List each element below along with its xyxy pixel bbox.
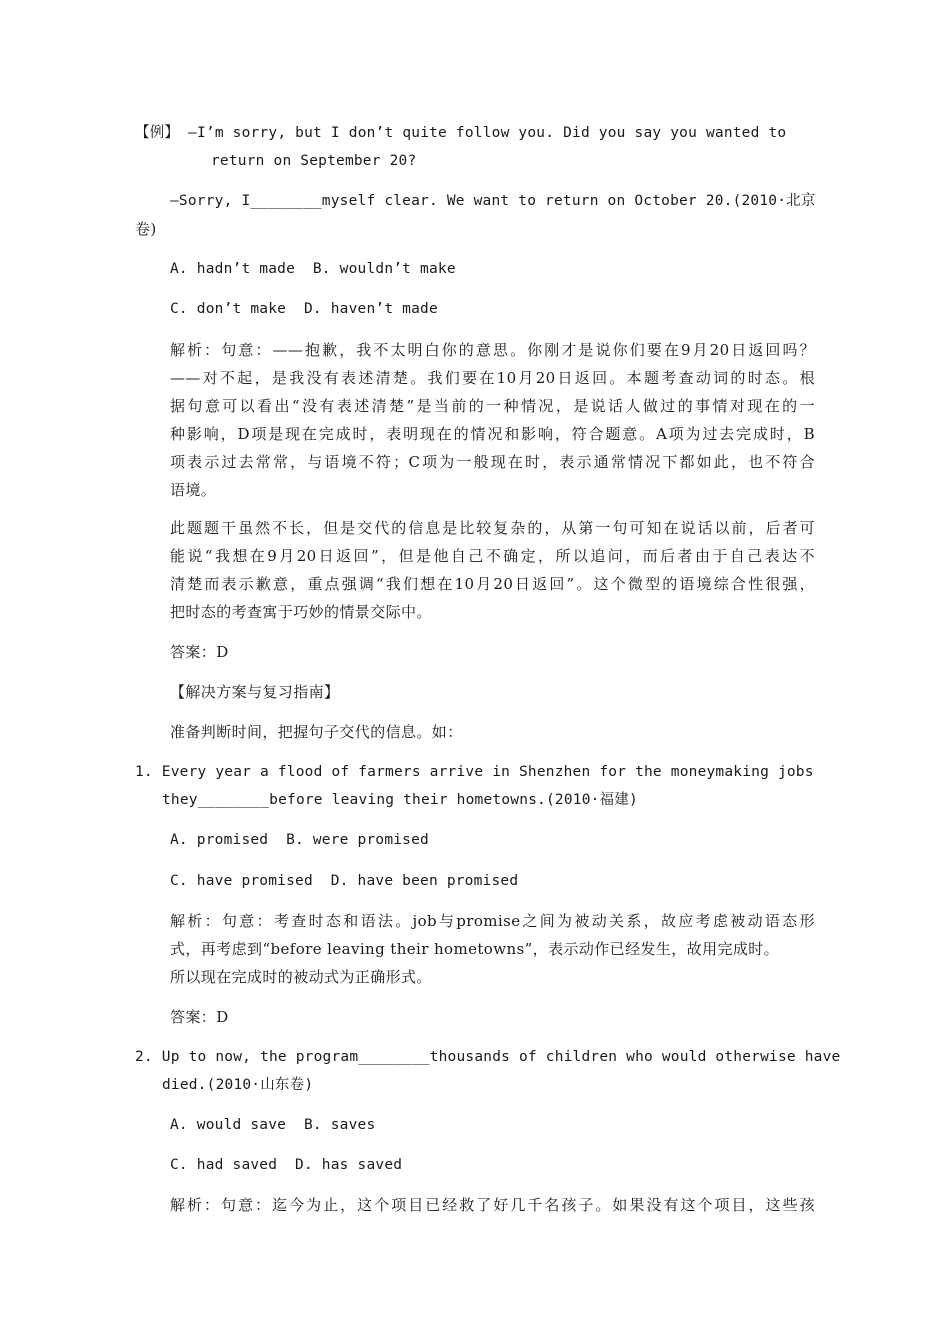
example-comment-line: 能说“我想在9月20日返回”，但是他自己不确定，所以追问，而后者由于自己表达不 bbox=[170, 547, 815, 565]
q1-answer: 答案：D bbox=[170, 1008, 229, 1026]
example-comment-line: 此题题干虽然不长，但是交代的信息是比较复杂的，从第一句可知在说话以前，后者可 bbox=[170, 519, 815, 537]
q1-analysis-line: 解析：句意：考查时态和语法。job与promise之间为被动关系，故应考虑被动语态形 bbox=[170, 912, 815, 930]
example-options-ab: A. hadn’t made B. wouldn’t make bbox=[170, 261, 456, 277]
q2-options-ab: A. would save B. saves bbox=[170, 1117, 376, 1133]
example-analysis-line: 项表示过去常常，与语境不符；C项为一般现在时，表示通常情况下都如此，也不符合 bbox=[170, 453, 815, 471]
example-comment-line: 清楚而表示歉意，重点强调“我们想在10月20日返回”。这个微型的语境综合性很强， bbox=[170, 575, 815, 593]
q1-line-2: they________before leaving their hometowns.(2010·福建) bbox=[162, 792, 638, 808]
example-options-cd: C. don’t make D. haven’t made bbox=[170, 301, 438, 317]
example-answer: 答案：D bbox=[170, 643, 229, 661]
example-analysis-line: 解析：句意：——抱歉，我不太明白你的意思。你刚才是说你们要在9月20日返回吗？ bbox=[170, 341, 815, 359]
example-analysis-line: 种影响，D项是现在完成时，表明现在的情况和影响，符合题意。A项为过去完成时，B bbox=[170, 425, 815, 443]
example-question-line-3: —Sorry, I________myself clear. We want to return on October 20.(2010·北京 bbox=[170, 193, 816, 209]
q2-line-1: 2. Up to now, the program________thousands of children who would otherwise have bbox=[135, 1049, 841, 1065]
q1-analysis-line: 所以现在完成时的被动式为正确形式。 bbox=[170, 968, 432, 986]
q2-line-2: died.(2010·山东卷) bbox=[162, 1077, 314, 1093]
example-question-line-1: 【例】 —I’m sorry, but I don’t quite follow you. Did you say you wanted to bbox=[135, 125, 787, 141]
q1-line-1: 1. Every year a flood of farmers arrive in Shenzhen for the moneymaking jobs bbox=[135, 764, 814, 780]
guide-heading: 【解决方案与复习指南】 bbox=[170, 683, 340, 701]
q1-analysis-line: 式，再考虑到“before leaving their hometowns”，表示动作已经发生，故用完成时。 bbox=[170, 940, 780, 958]
example-comment-line: 把时态的考查寓于巧妙的情景交际中。 bbox=[170, 603, 432, 621]
q2-options-cd: C. had saved D. has saved bbox=[170, 1157, 403, 1173]
example-question-line-2: return on September 20? bbox=[211, 153, 417, 169]
example-analysis-line: ——对不起，是我没有表述清楚。我们要在10月20日返回。本题考查动词的时态。根 bbox=[170, 369, 815, 387]
example-analysis-line: 据句意可以看出“没有表述清楚”是当前的一种情况，是说话人做过的事情对现在的一 bbox=[170, 397, 815, 415]
q1-options-ab: A. promised B. were promised bbox=[170, 832, 429, 848]
example-question-line-4: 卷) bbox=[135, 220, 157, 238]
example-analysis-line: 语境。 bbox=[170, 481, 217, 499]
guide-intro: 准备判断时间，把握句子交代的信息。如： bbox=[170, 723, 463, 741]
q1-options-cd: C. have promised D. have been promised bbox=[170, 873, 519, 889]
q2-analysis-line: 解析：句意：迄今为止，这个项目已经救了好几千名孩子。如果没有这个项目，这些孩 bbox=[170, 1196, 815, 1214]
